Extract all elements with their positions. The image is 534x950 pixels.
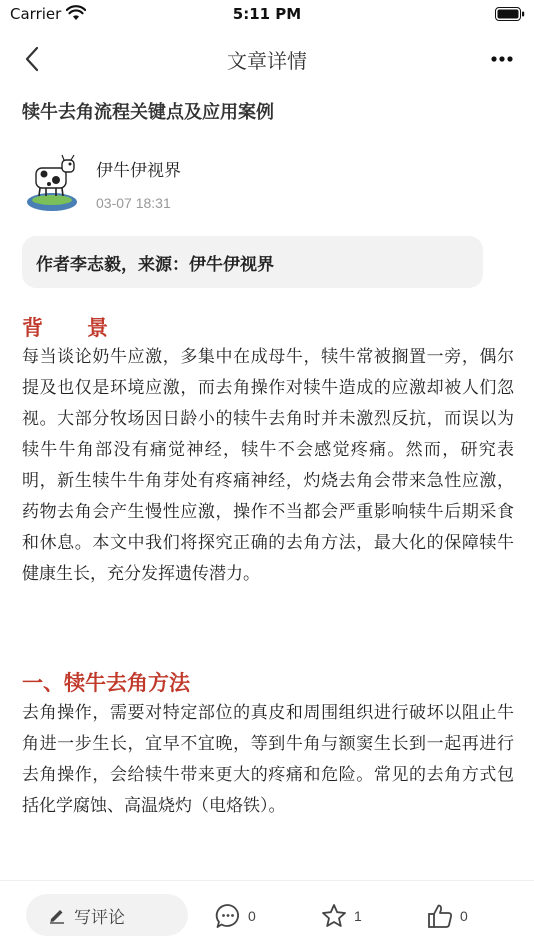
source-box: 作者李志毅，来源：伊牛伊视界 bbox=[22, 236, 483, 288]
status-time: 5:11 PM bbox=[232, 5, 302, 23]
like-count: 0 bbox=[460, 908, 468, 924]
write-comment-input[interactable] bbox=[26, 894, 188, 936]
thumbs-up-icon bbox=[426, 902, 454, 930]
status-bar bbox=[0, 0, 534, 30]
paragraph-background: 每当谈论奶牛应激，多集中在成母牛，犊牛常被搁置一旁，偶尔提及也仅是环境应激，而去角操作对犊牛造成的应激却被人们忽视。大部分牧场因日龄小的犊牛去角时并未激烈反抗，而误以为犊牛牛角部没有痛觉神经，犊牛不会感觉疼痛。然而，研究表明，新生犊牛牛角芽处有疼痛神经，灼烧去角会带来急性应激，药物去角会产生慢性应激，操作不当都会严重影响犊牛后期采食和休息。本文中我们将探究正确的去角方法，最大化的保障犊牛健康生长，充分发挥遗传潜力。 bbox=[22, 347, 514, 584]
favorite-count: 1 bbox=[354, 908, 362, 924]
more-button[interactable] bbox=[484, 42, 520, 76]
heading-char-right: 景 bbox=[87, 316, 108, 340]
section-heading-methods: 一、犊牛去角方法 bbox=[22, 671, 190, 695]
comment-count: 0 bbox=[248, 908, 256, 924]
more-dots-icon bbox=[491, 56, 513, 62]
author-name[interactable]: 伊牛伊视界 bbox=[96, 161, 181, 181]
article-title: 犊牛去角流程关键点及应用案例 bbox=[22, 102, 274, 123]
comment-button[interactable] bbox=[214, 901, 256, 931]
comment-placeholder: 写评论 bbox=[74, 907, 125, 928]
paragraph-methods: 去角操作，需要对特定部位的真皮和周围组织进行破坏以阻止牛角进一步生长，宜早不宜晚，等到牛角与额窦生长到一起再进行去角操作，会给犊牛带来更大的疼痛和危险。常见的去角方式包括化学腐蚀、高温烧灼（电烙铁）。 bbox=[22, 703, 514, 816]
star-icon bbox=[320, 902, 348, 930]
comment-bubble-icon bbox=[214, 902, 242, 930]
carrier-label: Carrier bbox=[10, 5, 62, 23]
pen-icon bbox=[48, 906, 66, 924]
nav-bar bbox=[0, 30, 534, 88]
battery-icon bbox=[495, 7, 525, 21]
like-button[interactable] bbox=[426, 901, 468, 931]
author-avatar[interactable] bbox=[24, 150, 80, 216]
page-title: 文章详情 bbox=[227, 49, 307, 73]
section-heading-background bbox=[22, 312, 108, 342]
favorite-button[interactable] bbox=[320, 901, 362, 931]
bottom-action-bar bbox=[0, 880, 534, 950]
heading-char-left: 背 bbox=[22, 316, 43, 340]
post-time: 03-07 18:31 bbox=[96, 195, 171, 211]
